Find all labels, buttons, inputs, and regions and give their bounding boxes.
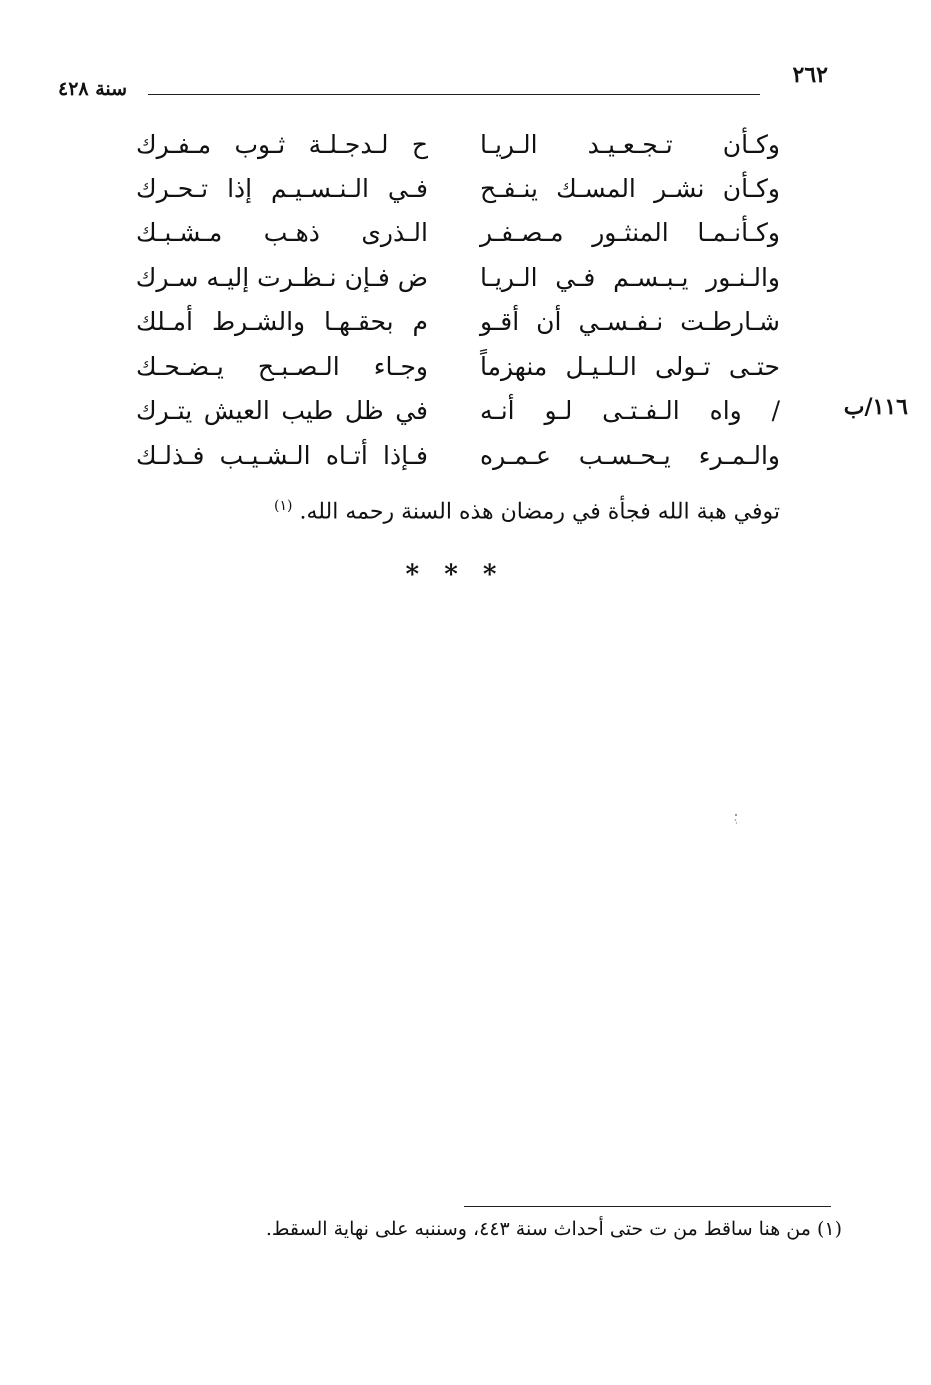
verse-first-hemistich: حتـى تـولى الـلـيـل منهزماً	[480, 352, 780, 381]
verse-line	[130, 174, 780, 214]
verse-second-hemistich: ح لـدجـلـة ثـوب مـفـرك	[136, 130, 428, 159]
verse-first-hemistich: وكـأن نشـر المسـك ينـفـح	[480, 174, 780, 203]
verse-second-hemistich: ض فـإن نـظـرت إليـه سـرك	[135, 263, 428, 292]
running-header-year: سنة ٤٢٨	[58, 78, 128, 100]
verse-line	[130, 396, 780, 436]
page-number: ٢٦٢	[792, 62, 828, 88]
ink-speck	[733, 812, 739, 826]
verse-first-hemistich: شـارطـت نـفـسـي أن أقـو	[480, 307, 780, 336]
verse-first-hemistich: / واه الـفـتـى لـو أنـه	[480, 396, 780, 425]
footnote-rule	[464, 1206, 831, 1207]
footnote-reference: (١)	[274, 498, 293, 514]
verse-first-hemistich: وكـأنـمـا المنثـور مـصـفـر	[480, 218, 780, 247]
section-separator: * * *	[405, 560, 505, 590]
verse-second-hemistich: م بحقـهـا والشـرط أمـلك	[136, 307, 428, 336]
verse-second-hemistich: الـذرى ذهـب مـشـبـك	[136, 218, 428, 247]
prose-text: توفي هبة الله فجأة في رمضان هذه السنة رحمه الله.	[299, 499, 780, 525]
verse-second-hemistich: فـإذا أتـاه الـشـيـب فـذلـك	[136, 441, 428, 470]
manuscript-folio-marker: ١١٦/ب	[843, 394, 908, 420]
verse-line	[130, 130, 780, 170]
footnote: (١) من هنا ساقط من ت حتى أحداث سنة ٤٤٣، وسننبه على نهاية السقط.	[265, 1218, 842, 1240]
verse-line	[130, 441, 780, 481]
verse-line	[130, 307, 780, 347]
verse-first-hemistich: والـمـرء يـحـسـب عـمـره	[480, 441, 780, 470]
verse-second-hemistich: فـي الـنـسـيـم إذا تـحـرك	[136, 174, 428, 203]
verse-first-hemistich: والـنـور يـبـسـم فـي الـريـا	[480, 263, 780, 292]
verse-second-hemistich: وجـاء الـصـبـح يـضـحـك	[136, 352, 428, 381]
verse-line	[130, 263, 780, 303]
verse-first-hemistich: وكـأن تـجـعـيـد الـريـا	[480, 130, 780, 159]
verse-line	[130, 352, 780, 392]
header-rule	[148, 94, 760, 95]
prose-paragraph	[270, 498, 780, 524]
verse-line	[130, 218, 780, 258]
verse-second-hemistich: في ظل طيب العيش يتـرك	[136, 396, 428, 425]
